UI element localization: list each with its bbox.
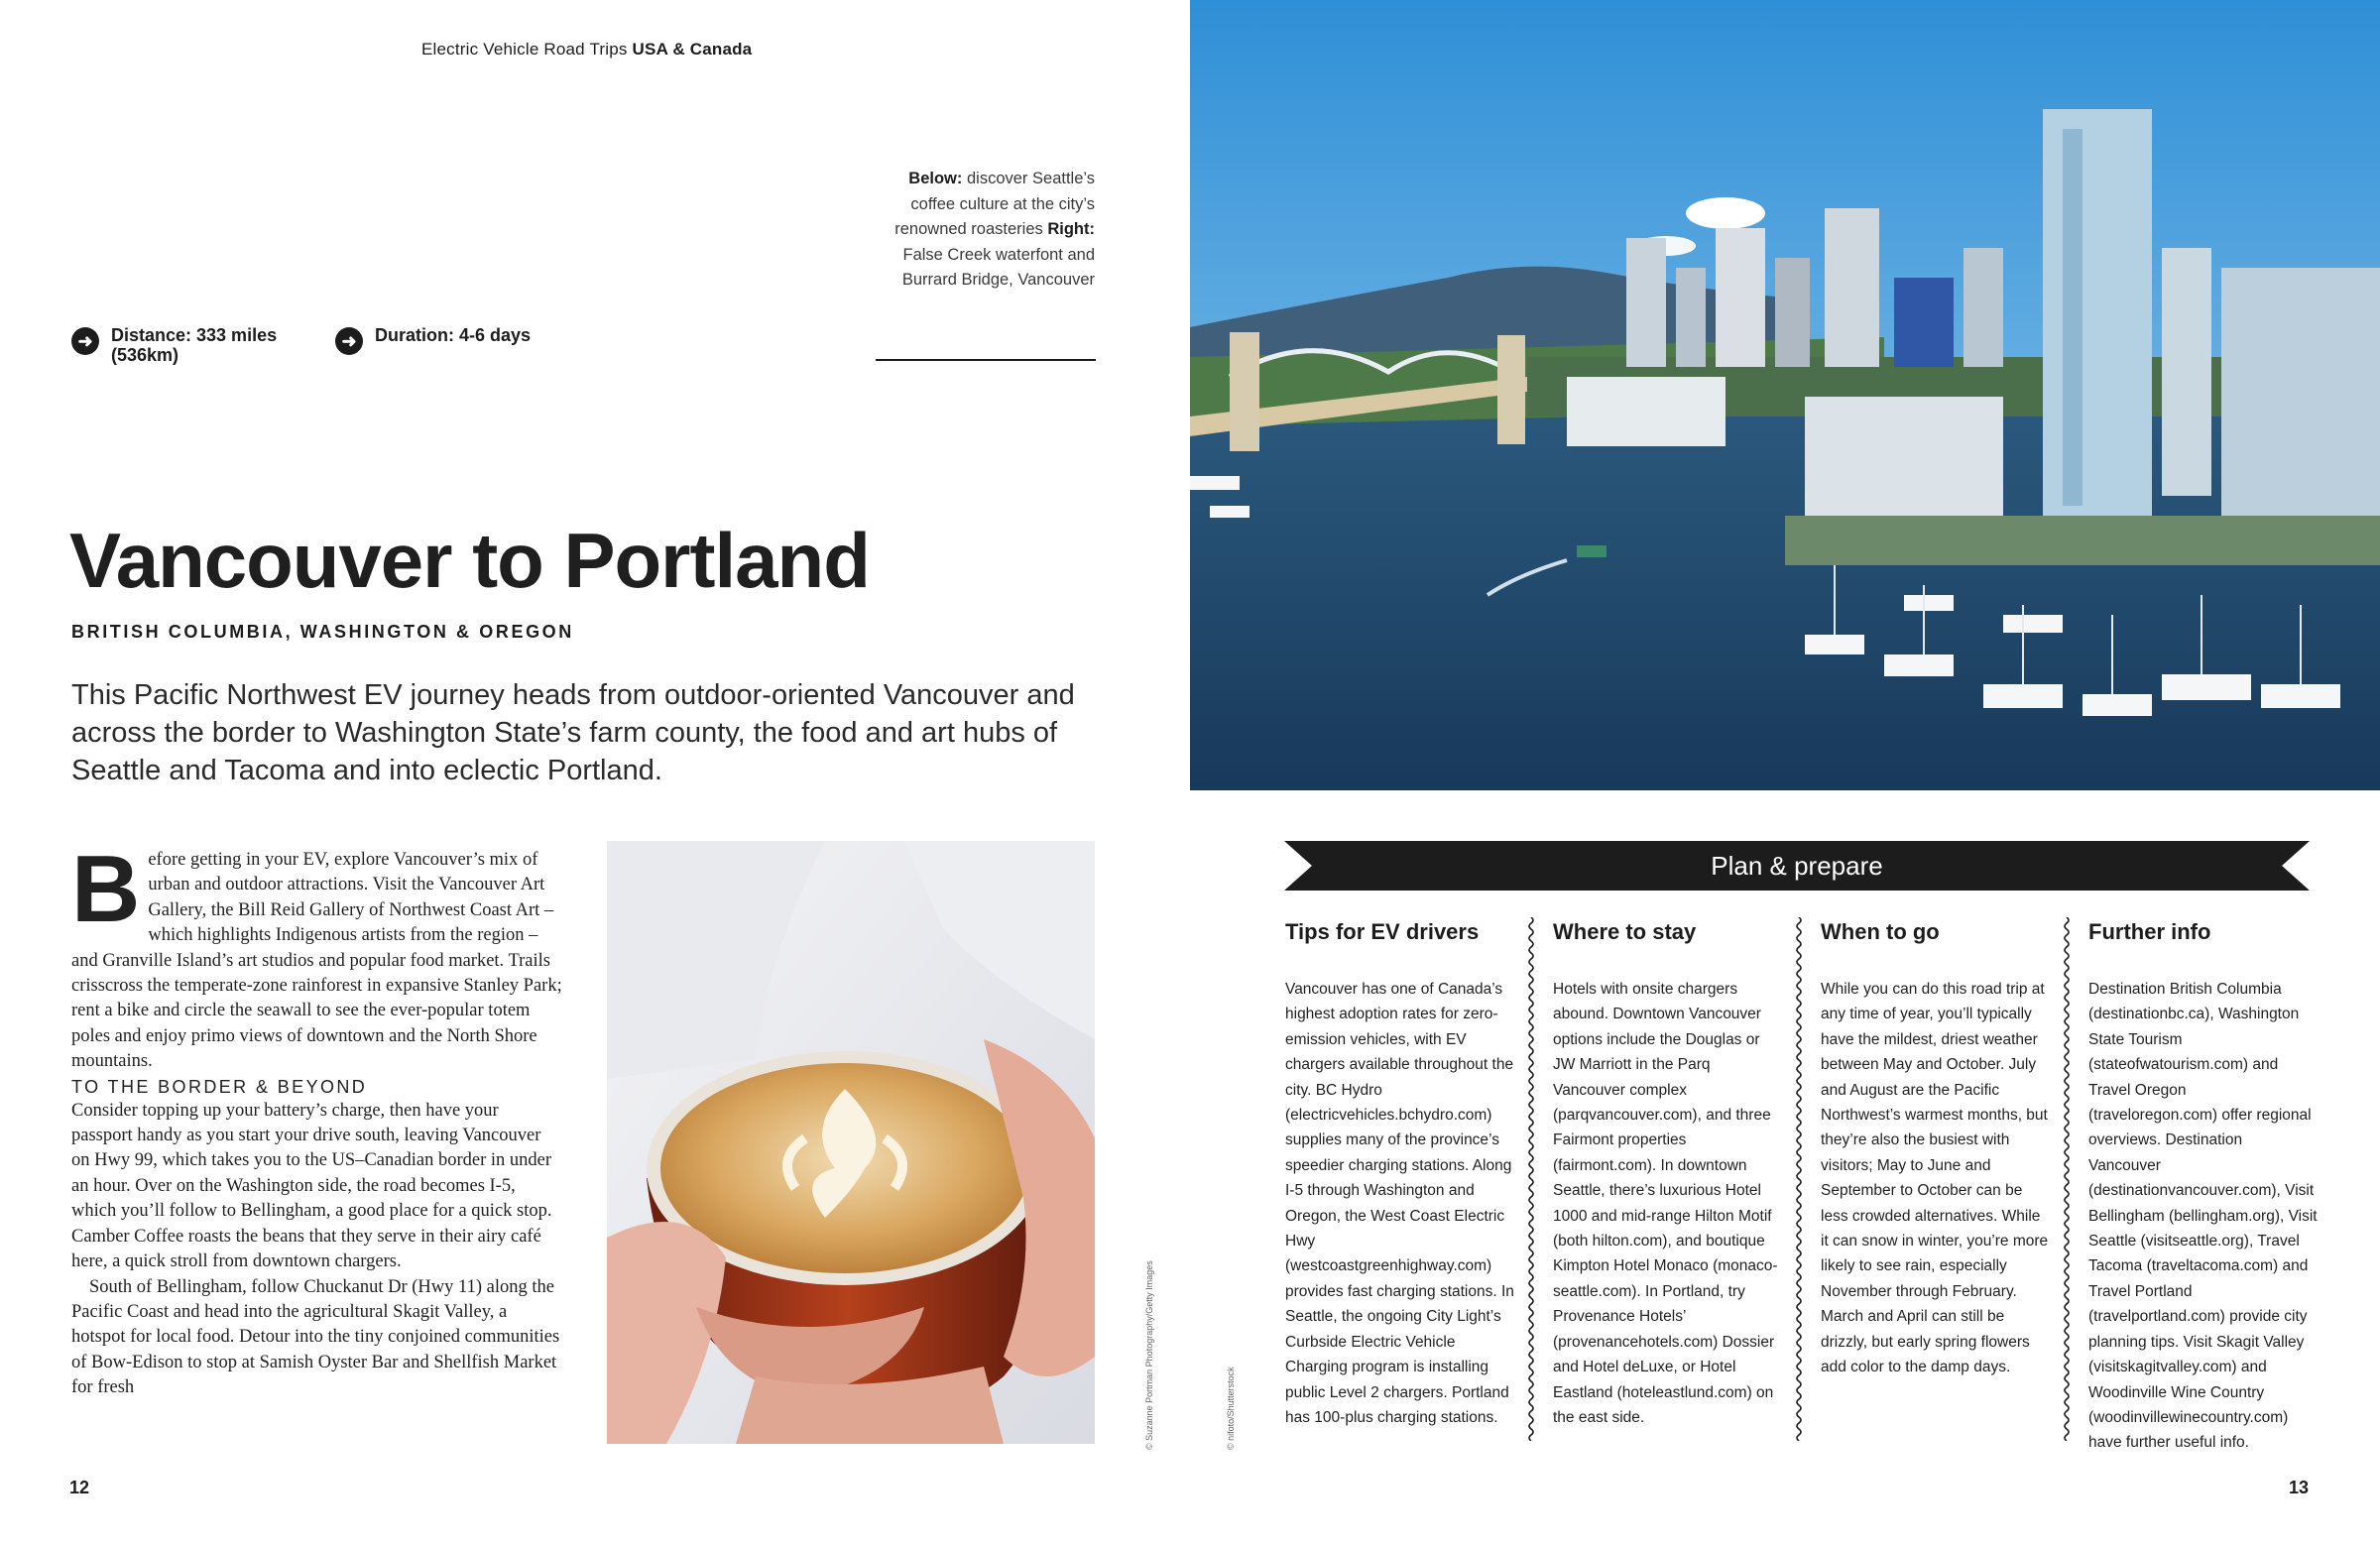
column-text: Hotels with onsite chargers abound. Downtown Vancouver options include the Douglas or JW Marriott in the Parq Vancouver complex (parqvancouver.com), and three Fairmont properties (fairmont.com). In downtown Seattle, there’s luxurious Hotel 1000 and mid-range Hilton Motif (both hilton.com), and boutique Kimpton Hotel Monaco (monaco-seattle.com). In Portland, try Provenance Hotels’ (provenancehotels.com) Dossier and Hotel deLuxe, or Hotel Eastland (hoteleastlund.com) on the east side. — [1553, 981, 1778, 1426]
plan-column-ev-tips — [1285, 917, 1515, 1430]
photo-credit-coffee: © Suzanne Portman Photography/Getty Images — [1144, 1260, 1154, 1450]
page-number-right: 13 — [2289, 1478, 2310, 1497]
caption-divider — [876, 359, 1096, 361]
vancouver-illustration — [1190, 0, 2380, 790]
caption-below-text: discover Seattle’s coffee culture at the city’s renowned roasteries — [894, 170, 1095, 238]
series-title: Electric Vehicle Road Trips — [421, 40, 628, 59]
running-head — [421, 40, 752, 60]
body-paragraph — [71, 836, 563, 1075]
arrow-right-icon: ➜ — [335, 327, 363, 355]
coffee-photo — [607, 841, 1095, 1444]
column-text: Destination British Columbia (destinationbc.ca), Washington State Tourism (stateofwatourism.com) and Travel Oregon (traveloregon.com) offer regional overviews. Destination Vancouver (destinationvancouver.com), Visit Bellingham (bellingham.org), Visit Seattle (visitseattle.org), Travel Tacoma (traveltacoma.com) and Travel Portland (travelportland.com) provide city planning tips. Visit Skagit Valley (visitskagitvalley.com) and Woodinville Wine Country (woodinvillewinecountry.com) have further useful info. — [2088, 981, 2318, 1452]
region-subtitle: BRITISH COLUMBIA, WASHINGTON & OREGON — [71, 622, 574, 642]
photo-caption — [873, 167, 1095, 294]
wavy-divider — [2063, 917, 2071, 1441]
column-heading: Where to stay — [1553, 919, 1697, 944]
drop-cap: B — [71, 836, 141, 942]
body-paragraph-2: Consider topping up your battery’s charge, then have your passport handy as you start your drive south, leaving Vancouver on Hwy 99, which takes you to the US–Canadian border in under an hour. Over on the Washington side, the road becomes I-5, which you’ll follow to Bellingham, a good place for a quick stop. Camber Coffee roasts the beans that they serve in their airy café here, a quick stroll from downtown chargers. — [71, 1100, 552, 1272]
distance-text: Distance: 333 miles (536km) — [111, 325, 278, 365]
photo-credit-vancouver: © nifoto/Shutterstock — [1226, 1367, 1236, 1450]
caption-right-text: False Creek waterfont and Burrard Bridge, Vancouver — [901, 245, 1095, 289]
body-paragraph-3: South of Bellingham, follow Chuckanut Dr (Hwy 11) along the Pacific Coast and head into the agricultural Skagit Valley, a hotspot for local food. Detour into the tiny conjoined communities of Bow-Edison to stop at Samish Oyster Bar and Shellfish Market for fresh — [71, 1276, 560, 1398]
distance-stat — [71, 325, 309, 365]
section-subhead: TO THE BORDER & BEYOND — [71, 1076, 368, 1097]
vancouver-photo — [1190, 0, 2380, 790]
series-edition: USA & Canada — [632, 40, 753, 59]
plan-heading: Plan & prepare — [1711, 851, 1883, 881]
duration-text: Duration: 4-6 days — [375, 325, 532, 345]
wavy-divider — [1527, 917, 1535, 1441]
intro-paragraph: This Pacific Northwest EV journey heads from outdoor-oriented Vancouver and across the border to Washington State’s farm county, the food and art hubs of Seattle and Tacoma and into eclectic Portland. — [71, 679, 1075, 786]
duration-stat — [335, 325, 633, 355]
plan-column-where-to-stay — [1553, 917, 1783, 1430]
column-text: Vancouver has one of Canada’s highest adoption rates for zero-emission vehicles, with EV chargers available throughout the city. BC Hydro (electricvehicles.bchydro.com) supplies many of the province’s speedier charging stations. Along I-5 through Washington and Oregon, the West Coast Electric Hwy (westcoastgreenhighway.com) provides fast charging stations. In Seattle, the ongoing City Light’s Curbside Electric Vehicle Charging program is installing public Level 2 chargers. Portland has 100-plus charging stations. — [1285, 981, 1514, 1426]
arrow-right-icon: ➜ — [71, 327, 99, 355]
plan-column-when-to-go — [1821, 917, 2051, 1380]
column-heading: Tips for EV drivers — [1285, 919, 1480, 944]
plan-column-further-info — [2088, 917, 2319, 1456]
column-heading: Further info — [2088, 919, 2211, 944]
coffee-illustration — [607, 841, 1095, 1444]
column-text: While you can do this road trip at any time of year, you’ll typically have the mildest, driest weather between May and October. July and August are the Pacific Northwest’s warmest months, but they’re also the busiest with visitors; May to June and September to October can be less crowded alternatives. While it can snow in winter, you’re more likely to see rain, especially November through February. March and April can still be drizzly, but early spring flowers add color to the damp days. — [1821, 981, 2049, 1376]
page-number-left: 12 — [69, 1478, 90, 1497]
caption-right-label: Right: — [1047, 220, 1095, 238]
column-heading: When to go — [1821, 919, 1940, 944]
wavy-divider — [1795, 917, 1803, 1441]
article-body — [71, 836, 563, 1401]
page-title: Vancouver to Portland — [69, 517, 870, 604]
caption-below-label: Below: — [908, 170, 963, 187]
body-paragraph-1: efore getting in your EV, explore Vancouver’s mix of urban and outdoor attractions. Visit the Vancouver Art Gallery, the Bill Reid Gallery of Northwest Coast Art – which highlights Indigenous artists from the region – and Granville Island’s art studios and popular food market. Trails crisscross the temperate-zone rainforest in expansive Stanley Park; rent a bike and circle the seawall to see the ever-popular totem poles and enjoy primo views of downtown and the North Shore mountains. — [71, 850, 562, 1072]
